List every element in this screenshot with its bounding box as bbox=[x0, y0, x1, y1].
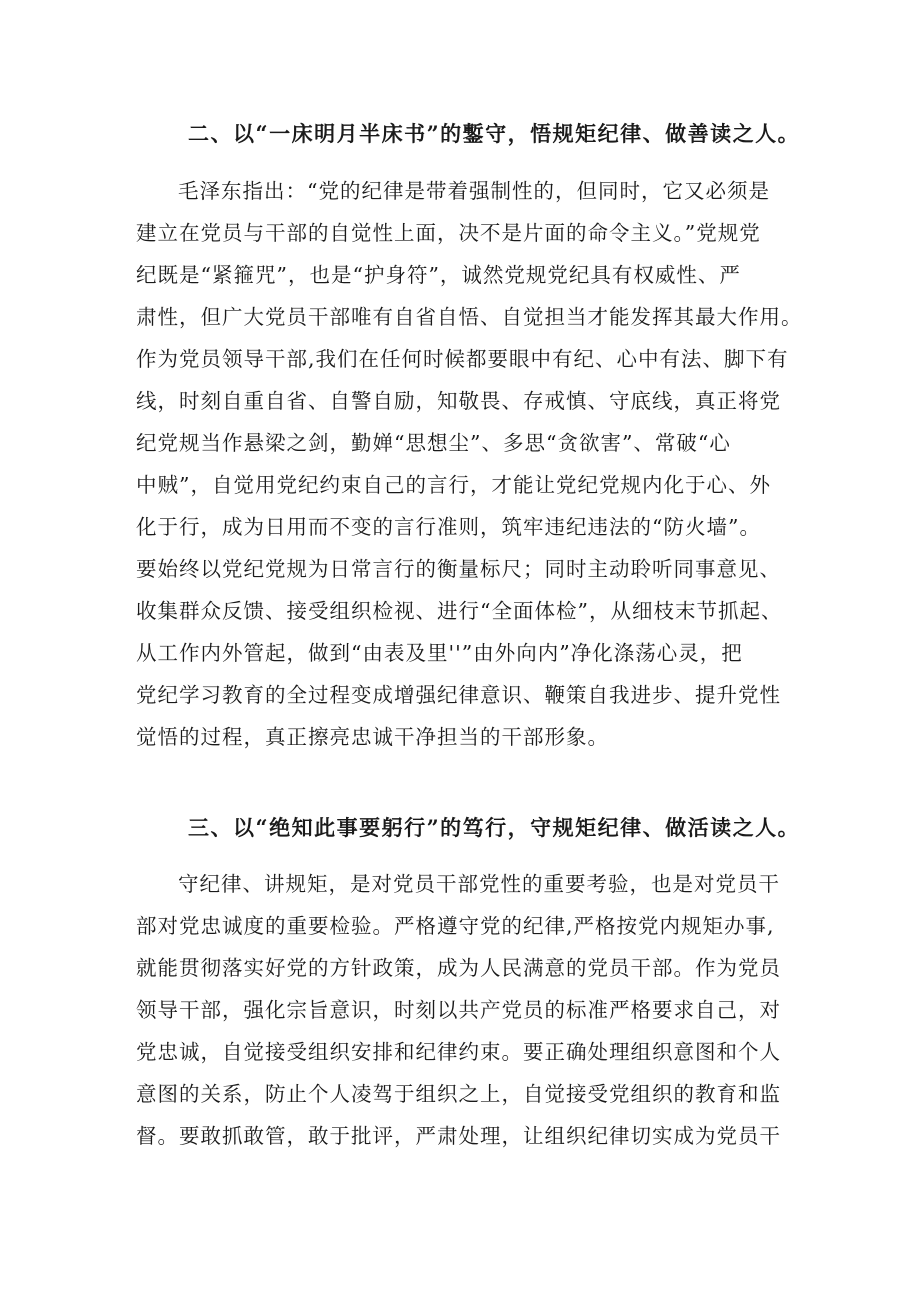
paragraph-line: 从工作内外管起，做到“由表及里''”由外向内”净化涤荡心灵，把 bbox=[136, 641, 743, 665]
section-3-paragraph bbox=[136, 863, 786, 1157]
paragraph-line: 党纪学习教育的全过程变成增强纪律意识、鞭策自我进步、提升党性 bbox=[136, 683, 781, 707]
paragraph-line: 守纪律、讲规矩，是对党员干部党性的重要考验，也是对党员干 bbox=[178, 872, 780, 896]
section-heading-3: 三、以“绝知此事要躬行”的笃行，守规矩纪律、做活读之人。 bbox=[188, 815, 801, 840]
paragraph-line: 纪党规当作悬梁之剑，勤婵“思想尘”、多思“贪欲害”、常破“心 bbox=[136, 431, 731, 455]
paragraph-line: 毛泽东指出：“党的纪律是带着强制性的，但同时，它又必须是 bbox=[178, 179, 770, 203]
paragraph-line: 线，时刻自重自省、自警自励，知敬畏、存戒慎、守底线，真正将党 bbox=[136, 389, 781, 413]
paragraph-line: 化于行，成为日用而不变的言行准则，筑牢违纪违法的“防火墙”。 bbox=[136, 515, 761, 539]
paragraph-line: 建立在党员与干部的自觉性上面，决不是片面的命令主义。”党规党 bbox=[136, 221, 761, 245]
paragraph-line: 就能贯彻落实好党的方针政策，成为人民满意的党员干部。作为党员 bbox=[136, 956, 781, 980]
paragraph-line: 收集群众反馈、接受组织检视、进行“全面体检”，从细枝末节抓起、 bbox=[136, 599, 783, 623]
section-heading-2: 二、以“一床明月半床书”的鏨守，悟规矩纪律、做善读之人。 bbox=[188, 121, 801, 146]
paragraph-line: 肃性，但广大党员干部唯有自省自悟、自觉担当才能发挥其最大作用。 bbox=[136, 305, 803, 329]
paragraph-line: 要始终以党纪党规为日常言行的衡量标尺；同时主动聆听同事意见、 bbox=[136, 557, 781, 581]
paragraph-line: 领导干部，强化宗旨意识，时刻以共产党员的标准严格要求自己，对 bbox=[136, 998, 781, 1022]
paragraph-line: 党忠诚，自觉接受组织安排和纪律约束。要正确处理组织意图和个人 bbox=[136, 1040, 781, 1064]
section-2-paragraph bbox=[136, 170, 803, 758]
paragraph-line: 作为党员领导干部,我们在任何时候都要眼中有纪、心中有法、脚下有 bbox=[136, 347, 789, 371]
paragraph-line: 部对党忠诚度的重要检验。严格遵守党的纪律,严格按党内规矩办事, bbox=[136, 914, 775, 938]
paragraph-line: 中贼”，自觉用党纪约束自己的言行，才能让党纪党规内化于心、外 bbox=[136, 473, 771, 497]
paragraph-line: 督。要敢抓敢管，敢于批评，严肃处理，让组织纪律切实成为党员干 bbox=[136, 1124, 781, 1148]
paragraph-line: 意图的关系，防止个人凌驾于组织之上，自觉接受党组织的教育和监 bbox=[136, 1082, 781, 1106]
paragraph-line: 纪既是“紧箍咒”，也是“护身符”，诚然党规党纪具有权威性、严 bbox=[136, 263, 741, 287]
paragraph-line: 觉悟的过程，真正擦亮忠诚干净担当的干部形象。 bbox=[136, 725, 609, 749]
